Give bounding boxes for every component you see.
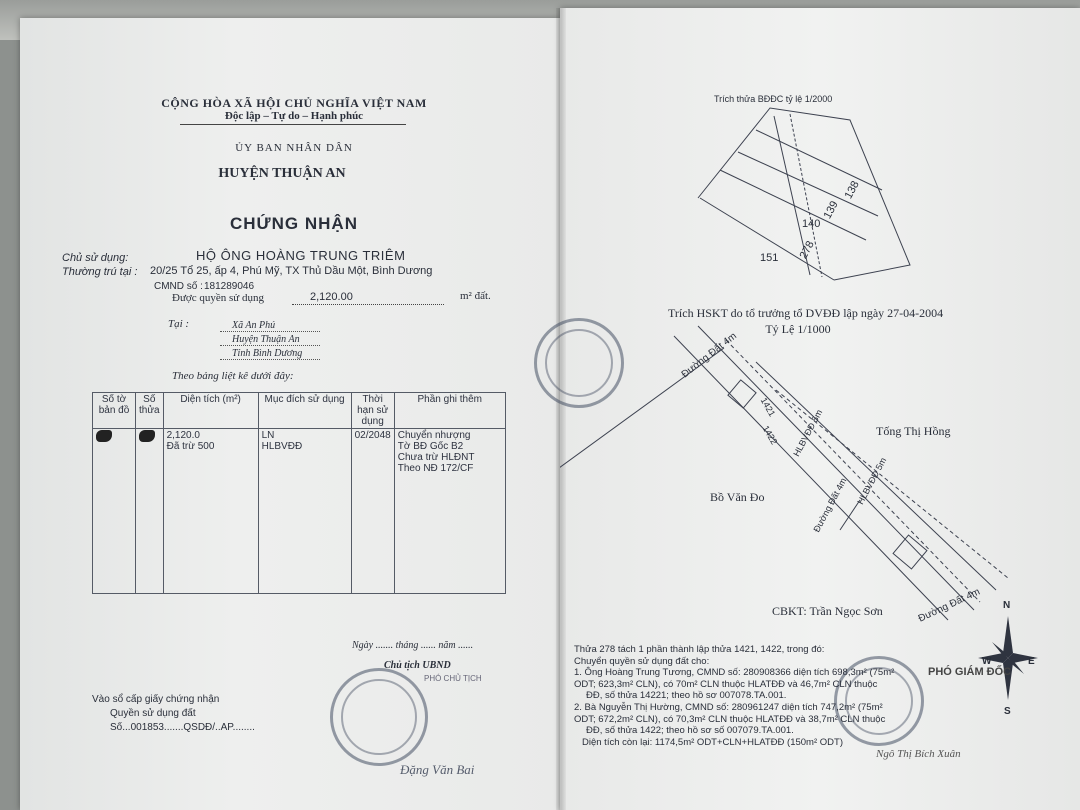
compass-e: E (1028, 656, 1035, 667)
district: HUYỆN THUẬN AN (218, 166, 346, 181)
parcel-line (756, 130, 882, 190)
area-dotted-line (292, 304, 444, 305)
table-row (93, 429, 506, 594)
parcel-line (720, 170, 866, 240)
district-seal (534, 318, 624, 408)
ink-blot (96, 430, 112, 442)
certificate-title: CHỨNG NHẬN (230, 214, 358, 233)
transfer-notes (574, 644, 894, 748)
table-header-notes: Phần ghi thêm (394, 393, 505, 429)
road-edge (698, 326, 974, 610)
dotted-line (220, 359, 320, 360)
road-edge (674, 336, 951, 620)
row-term: 02/2048 (351, 429, 394, 594)
plot-1422: 1422 (760, 423, 780, 447)
official-seal (330, 668, 428, 766)
hskt-title: Trích HSKT do tổ trưởng tổ DVĐĐ lập ngày 27-04-2004 (668, 306, 944, 320)
table-header-map-sheet: Số tờ bản đồ (93, 393, 136, 429)
note-line: Diện tích còn lại: 1174,5m² ODT+CLN+HLATĐĐ (150m² ODT) (582, 736, 843, 748)
compass-w: W (982, 656, 992, 667)
location-province: Tỉnh Bình Dương (232, 348, 303, 359)
row-area-cell (163, 429, 258, 594)
location-district: Huyện Thuận An (232, 334, 300, 345)
hl-edge (726, 340, 980, 602)
row-purpose: LN (261, 430, 275, 441)
hlbvdd-label: HLBVĐĐ 5m (791, 407, 825, 459)
row-area: 2,120.0 (166, 430, 200, 441)
neighbor-bo-van-do: Bồ Văn Đo (710, 490, 765, 504)
owner-label: Chủ sử dụng: (62, 252, 129, 264)
dotted-line (220, 345, 320, 346)
vice-chairman-stamp: PHÓ CHỦ TỊCH (424, 674, 482, 683)
road-label-center: Đường Đất 4m (811, 476, 849, 534)
note-line: ĐĐ, số thửa 14221; theo hồ sơ 007078.TA.001. (586, 690, 787, 702)
signer-signature: Đặng Văn Bai (400, 762, 475, 777)
row-area-note: Đã trừ 500 (166, 441, 215, 452)
table-header-purpose: Mục đích sử dụng (258, 393, 351, 429)
location-label: Tại : (168, 318, 190, 330)
table-header-parcel: Số thửa (136, 393, 164, 429)
dotted-line (220, 331, 320, 332)
residence: 20/25 Tổ 25, ấp 4, Phú Mỹ, TX Thủ Dầu Một, Bình Dương (150, 265, 433, 277)
table-intro: Theo bảng liệt kê dưới đây: (172, 370, 294, 382)
parcel-151: 151 (760, 252, 779, 264)
vice-director: PHÓ GIÁM ĐỐC (928, 666, 1012, 678)
motto-underline (180, 124, 406, 125)
book-line-1: Vào sổ cấp giấy chứng nhận (92, 694, 220, 705)
motto: Độc lập – Tự do – Hạnh phúc (224, 110, 364, 122)
road-label-top: Đường Đất 4m (679, 330, 739, 381)
row-purpose-note: HLBVĐĐ (261, 441, 303, 452)
date-line: Ngày ....... tháng ...... năm ...... (352, 640, 474, 651)
cbkt: CBKT: Trần Ngọc Sơn (772, 604, 883, 618)
parcel-140: 140 (802, 218, 821, 230)
book-line-3: Số...001853.......QSDĐ/..AP........ (110, 722, 255, 733)
director-signature: Ngô Thị Bích Xuân (876, 748, 961, 760)
national-title: CỘNG HÒA XÃ HỘI CHỦ NGHĨA VIỆT NAM (161, 96, 427, 110)
rights-label: Được quyền sử dụng (172, 292, 264, 304)
owner-name: HỘ ÔNG HOÀNG TRUNG TRIÊM (196, 248, 406, 263)
book-line-2: Quyền sử dụng đất (110, 708, 196, 719)
note-line: ODT; 623,3m² CLN), có 70m² CLN thuộc HLATĐĐ và 46,7m² CLN thuộc (574, 678, 878, 690)
house-symbol (728, 380, 756, 408)
area-unit: m² đất. (460, 290, 491, 302)
chairman-title: Chủ tịch UBND (384, 660, 451, 671)
parcel-278: 278 (797, 239, 817, 261)
land-register-table (92, 392, 506, 594)
row-purpose-cell (258, 429, 351, 594)
note-line: 1. Ông Hoàng Trung Tương, CMND số: 280908366 diện tích 698,3m² (75m² (574, 667, 895, 679)
note-line: 2. Bà Nguyễn Thị Hường, CMND số: 280961247 diện tích 747,2m² (75m² (574, 701, 883, 713)
committee: ỦY BAN NHÂN DÂN (235, 142, 353, 154)
hlbvdd-label-2: HLBVĐĐ 5m (855, 455, 889, 507)
note-line: ODT; 672,2m² CLN), có 70,3m² CLN thuộc HLATĐĐ và 38,7m² CLN thuộc (574, 713, 886, 725)
hskt-scale: Tỷ Lệ 1/1000 (765, 322, 831, 336)
location-commune: Xã An Phú (232, 320, 276, 331)
area-value: 2,120.00 (310, 291, 353, 303)
ink-blot (139, 430, 155, 442)
residence-label: Thường trú tại : (62, 266, 138, 278)
parcel-138: 138 (842, 179, 862, 201)
note-line: ĐĐ, số thửa 1422; theo hồ sơ số 007079.TA.001. (586, 725, 794, 737)
road-label-bottom: Đường Đất 4m (916, 586, 982, 625)
table-header-area: Diện tích (m²) (163, 393, 258, 429)
parcel-139: 139 (821, 199, 841, 221)
redacted-map-sheet (93, 429, 136, 594)
table-header-term: Thời hạn sử dụng (351, 393, 394, 429)
redacted-parcel (136, 429, 164, 594)
compass-n: N (1003, 600, 1011, 611)
compass-s: S (1004, 706, 1011, 717)
house-symbol (893, 535, 927, 569)
parcel-boundary (700, 198, 834, 280)
row-note: Chuyển nhượng (397, 430, 471, 441)
row-note: Chưa trừ HLĐNT (397, 452, 475, 463)
plot-1421: 1421 (758, 395, 778, 419)
row-note: Tờ BĐ Gốc B2 (397, 441, 464, 452)
id-number: 181289046 (204, 281, 255, 292)
id-label: CMND số : (154, 281, 203, 292)
neighbor-tong-thi-hong: Tống Thị Hồng (876, 424, 951, 438)
note-line: Thửa 278 tách 1 phần thành lập thửa 1421, 1422, trong đó: (574, 644, 825, 655)
note-line: Chuyển quyền sử dụng đất cho: (574, 655, 710, 667)
extract-title: Trích thửa BĐĐC tỷ lệ 1/2000 (714, 94, 833, 104)
row-notes-cell (394, 429, 505, 594)
row-note: Theo NĐ 172/CF (397, 463, 474, 474)
